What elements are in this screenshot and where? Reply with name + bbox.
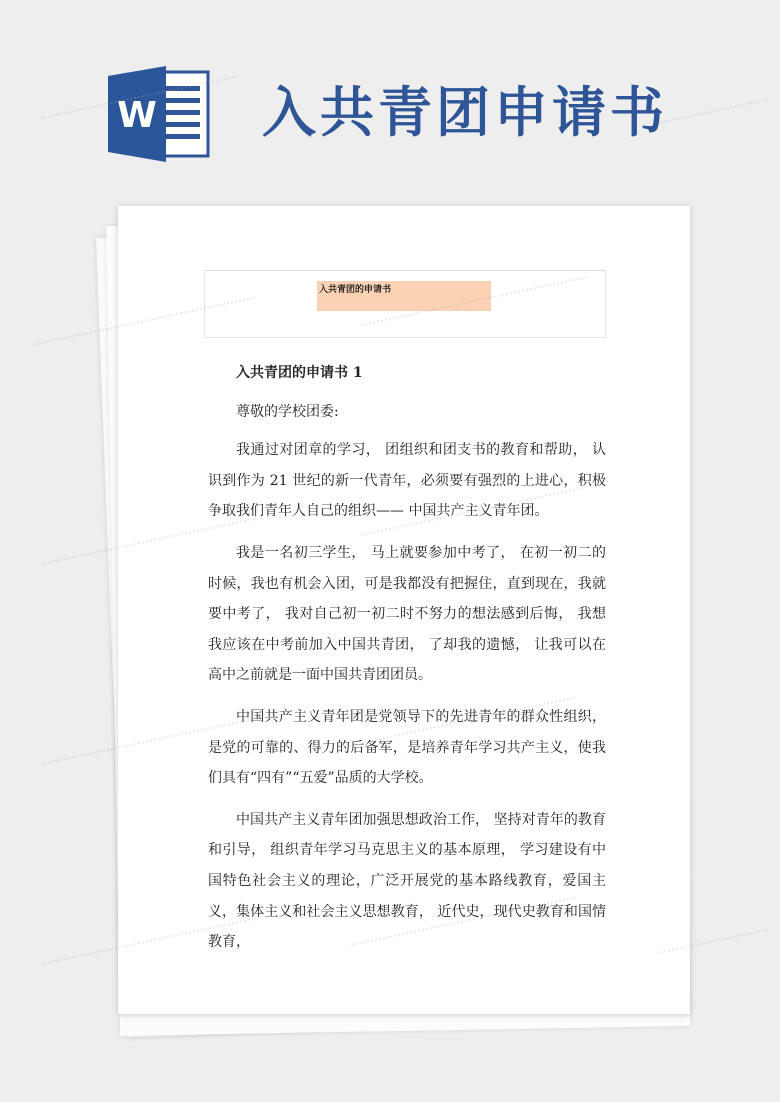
paragraph: 我是一名初三学生， 马上就要参加中考了， 在初一初二的时候，我也有机会入团，可是我都没有把握住，直到现在，我就要中考了， 我对自己初一初二时不努力的想法感到后悔， 我想我应该在中考前加入中国共青团， 了却我的遗憾， 让我可以在高中之前就是一面中国共青团团员。 [208, 544, 606, 684]
svg-text:W: W [117, 95, 157, 136]
paragraph: 我通过对团章的学习， 团组织和团支书的教育和帮助， 认识到作为 21 世纪的新一代青年，必须要有强烈的上进心，积极争取我们青年人自己的组织—— 中国共产主义青年团。 [208, 442, 606, 520]
page-title: 入共青团申请书 [262, 81, 668, 144]
document-header-label: 入共青团的申请书 [317, 281, 491, 311]
section-heading: 入共青团的申请书 1 [236, 365, 363, 381]
word-document-icon [108, 66, 212, 162]
document-body [208, 358, 606, 969]
header [0, 0, 780, 200]
paragraph: 中国共产主义青年团加强思想政治工作， 坚持对青年的教育和引导， 组织青年学习马克思主义的基本原理， 学习建设有中国特色社会主义的理论，广泛开展党的基本路线教育，爱国主义，集体主义和社会主义思想教育， 近代史，现代史教育和国情教育， [208, 811, 606, 951]
salutation: 尊敬的学校团委: [236, 403, 339, 420]
paragraph: 中国共产主义青年团是党领导下的先进青年的群众性组织，是党的可靠的、得力的后备军，是培养青年学习共产主义，使我们具有“四有”“五爱”品质的大学校。 [208, 708, 606, 787]
document-page [118, 206, 690, 1014]
document-header-box [204, 270, 606, 338]
